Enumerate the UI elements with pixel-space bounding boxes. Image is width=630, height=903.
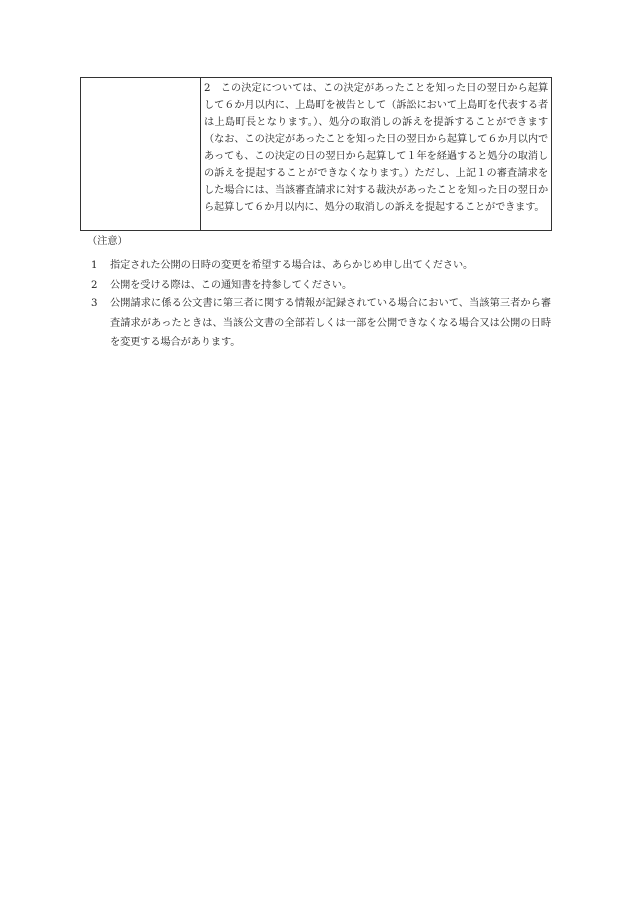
note-number: 2 bbox=[91, 280, 98, 291]
notes-heading: （注意） bbox=[87, 236, 128, 247]
note-text: 公開を受ける際は、この通知書を持参してください。 bbox=[110, 280, 353, 291]
table-right-cell: 2 この決定については、この決定があったことを知った日の翌日から起算して６か月以内に、上島町を被告として（訴訟において上島町を代表する者は上島町長となります。）、処分の取消しの訴えを提訴することができます（なお、この決定があったことを知った日の翌日から起算して６か月以内であっても、この決定の日の翌日から起算して１年を経過すると処分の取消しの訴えを提起することができなくなります。）ただし、上記１の審査請求をした場合には、当該審査請求に対する裁決があったことを知った日の翌日から起算して６か月以内に、処分の取消しの訴えを提起することができます。 bbox=[204, 83, 548, 213]
note-item-1 bbox=[91, 256, 551, 276]
note-item-3 bbox=[91, 294, 551, 353]
note-text: 指定された公開の日時の変更を希望する場合は、あらかじめ申し出てください。 bbox=[110, 260, 474, 271]
note-number: 1 bbox=[91, 260, 98, 271]
note-number: 3 bbox=[91, 298, 98, 309]
decision-table bbox=[80, 77, 552, 231]
note-item-2 bbox=[91, 276, 551, 296]
note-text: 公開請求に係る公文書に第三者に関する情報が記録されている場合において、当該第三者から審査請求があったときは、当該公文書の全部若しくは一部を公開できなくなる場合又は公開の日時を変更する場合があります。 bbox=[110, 298, 551, 348]
table-left-cell bbox=[81, 78, 201, 230]
